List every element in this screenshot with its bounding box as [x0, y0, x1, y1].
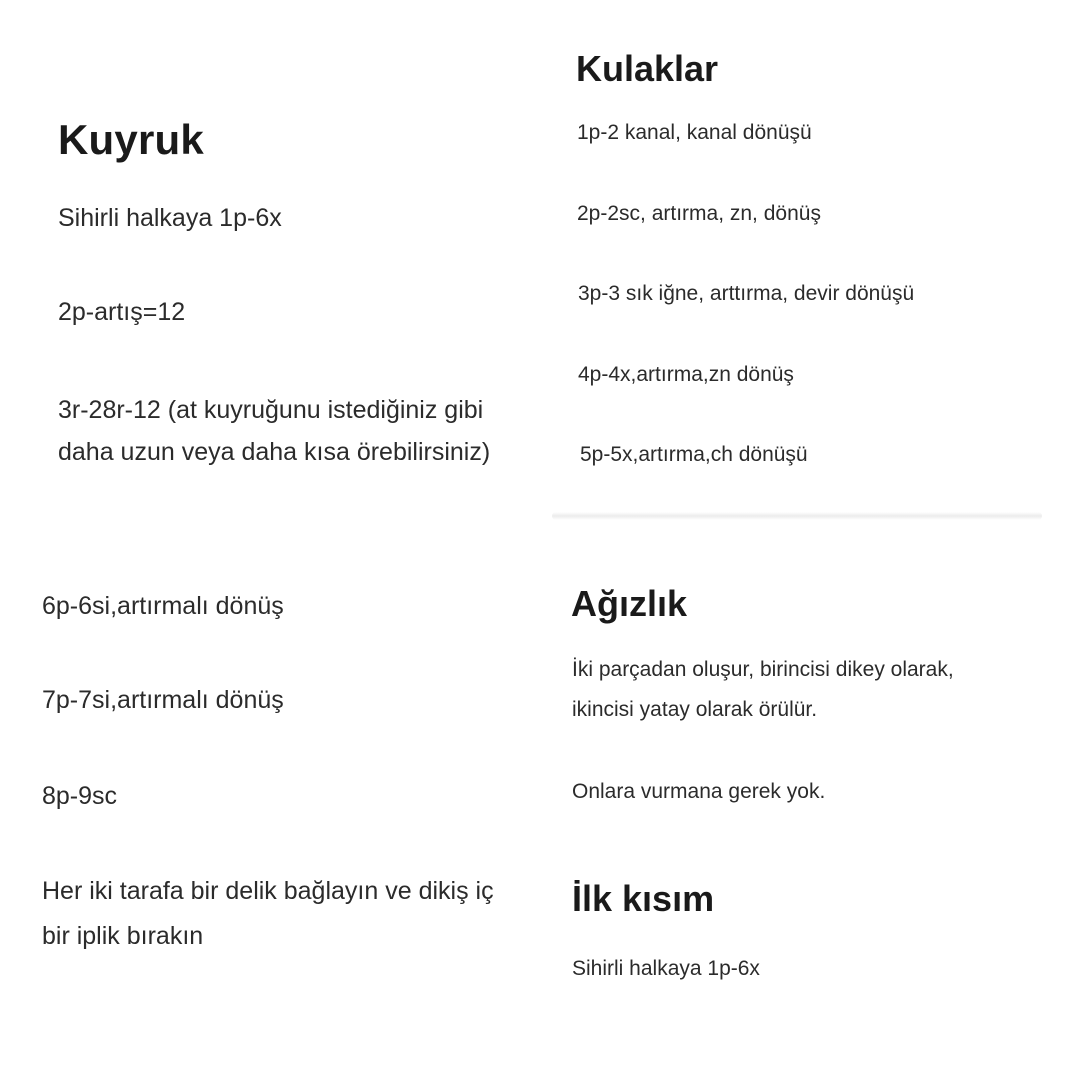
tail-section — [0, 0, 548, 548]
tail-title: Kuyruk — [58, 116, 204, 163]
ears-row-4: 4p-4x,artırma,zn dönüş — [578, 363, 794, 386]
ears-title: Kulaklar — [576, 48, 719, 89]
ears-note-line-1: Her iki tarafa bir delik bağlayın ve dikiş iç — [42, 877, 494, 905]
ears-section — [548, 0, 1080, 520]
ears-row-1: 1p-2 kanal, kanal dönüşü — [577, 121, 812, 144]
muzzle-desc-line-1: İki parçadan oluşur, birincisi dikey olarak, — [572, 658, 954, 681]
tail-row-1: Sihirli halkaya 1p-6x — [58, 204, 282, 232]
ears-continued-section — [0, 548, 548, 1080]
ears-row-8: 8p-9sc — [42, 782, 118, 810]
muzzle-section — [548, 520, 1080, 1080]
muzzle-title: Ağızlık — [571, 583, 688, 624]
first-part-title: İlk kısım — [572, 878, 715, 919]
section-divider — [552, 512, 1042, 520]
ears-row-2: 2p-2sc, artırma, zn, dönüş — [577, 202, 821, 225]
tail-row-3-line-2: daha uzun veya daha kısa örebilirsiniz) — [58, 438, 491, 466]
ears-row-6: 6p-6si,artırmalı dönüş — [42, 592, 284, 620]
muzzle-note: Onlara vurmana gerek yok. — [572, 780, 826, 803]
muzzle-desc-line-2: ikincisi yatay olarak örülür. — [572, 698, 818, 721]
first-part-row-1: Sihirli halkaya 1p-6x — [572, 957, 760, 980]
ears-row-3: 3p-3 sık iğne, arttırma, devir dönüşü — [578, 282, 915, 305]
ears-row-5: 5p-5x,artırma,ch dönüşü — [580, 443, 808, 466]
cut-off-heading — [42, 1040, 202, 1052]
ears-note-line-2: bir iplik bırakın — [42, 922, 204, 950]
ears-row-7: 7p-7si,artırmalı dönüş — [42, 686, 284, 714]
bottom-edge — [0, 1052, 1080, 1080]
tail-row-2: 2p-artış=12 — [58, 298, 186, 326]
tail-row-3-line-1: 3r-28r-12 (at kuyruğunu istediğiniz gibi — [58, 396, 484, 424]
